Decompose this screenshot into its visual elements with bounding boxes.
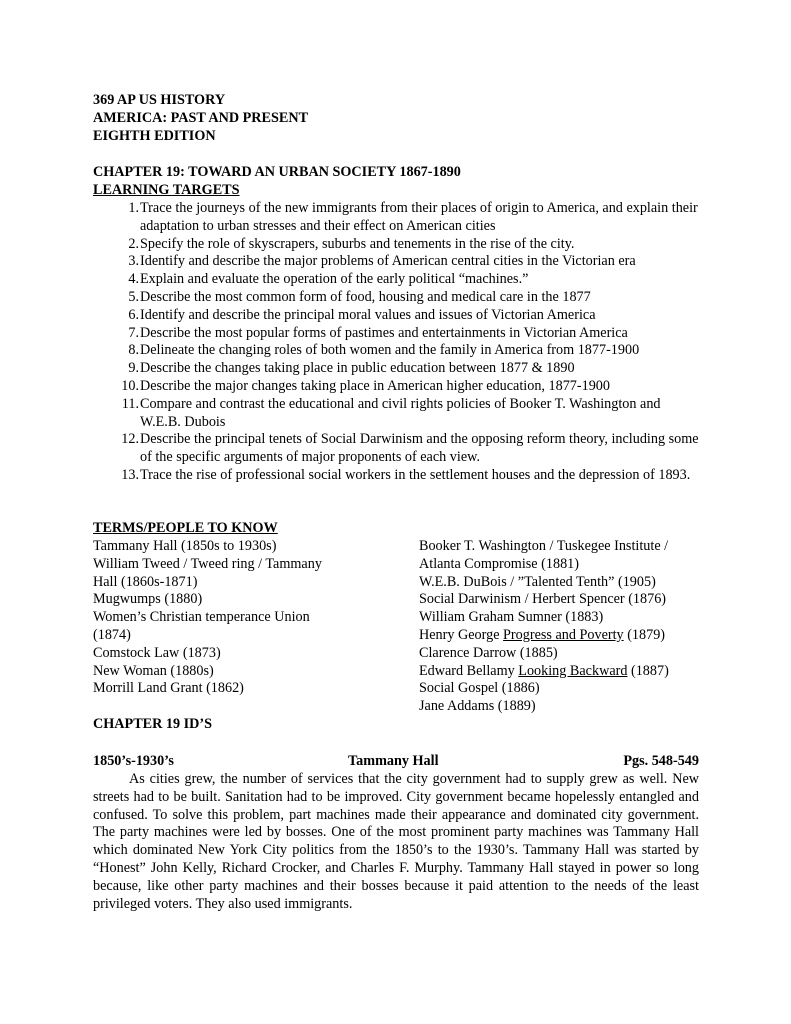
list-text: Trace the rise of professional social workers in the settlement houses and the depression of 1893. xyxy=(140,466,691,483)
list-number: 1. xyxy=(128,200,139,216)
course-title: 369 AP US HISTORY xyxy=(93,92,226,108)
list-item xyxy=(93,325,703,343)
term-darrow: Clarence Darrow (1885) xyxy=(419,644,558,661)
term-bellamy-name: Edward Bellamy xyxy=(419,662,519,679)
id-pages: Pgs. 548-549 xyxy=(623,753,699,769)
list-number: 6. xyxy=(128,306,139,323)
term-morrill: Morrill Land Grant (1862) xyxy=(93,680,244,697)
list-number: 9. xyxy=(128,360,139,377)
book-title: AMERICA: PAST AND PRESENT xyxy=(93,109,309,126)
term-comstock: Comstock Law (1873) xyxy=(93,644,221,661)
list-text: Specify the role of skyscrapers, suburbs and tenements in the rise of the city. xyxy=(140,235,575,252)
ids-heading: CHAPTER 19 ID’S xyxy=(93,716,213,732)
list-item xyxy=(93,431,703,467)
list-number: 13. xyxy=(121,466,139,483)
list-number: 12. xyxy=(121,431,139,448)
term-henry-george-name: Henry George xyxy=(419,626,504,643)
list-text: Describe the principal tenets of Social Darwinism and the opposing reform theory, including some of the specific arguments of major proponents of each view. xyxy=(140,431,699,466)
term-addams: Jane Addams (1889) xyxy=(419,698,536,715)
list-number: 5. xyxy=(128,288,139,305)
list-number: 11. xyxy=(121,395,139,412)
id-date: 1850’s-1930’s xyxy=(93,753,174,769)
term-henry-george xyxy=(419,627,719,645)
term-tammany: Tammany Hall (1850s to 1930s) xyxy=(93,538,277,554)
term-new-woman: New Woman (1880s) xyxy=(93,662,214,679)
id-title: Tammany Hall xyxy=(348,753,439,769)
term-social-darwinism: Social Darwinism / Herbert Spencer (1876) xyxy=(419,591,667,608)
terms-right-column xyxy=(419,538,719,716)
list-text: Identify and describe the major problems of American central cities in the Victorian era xyxy=(140,253,636,270)
term-wctu: Women’s Christian temperance Union xyxy=(93,609,310,626)
term-dubois: W.E.B. DuBois / ”Talented Tenth” (1905) xyxy=(419,573,656,590)
list-item xyxy=(93,200,703,236)
term-bellamy-year: (1887) xyxy=(627,662,669,679)
term-mugwumps: Mugwumps (1880) xyxy=(93,591,203,608)
list-item xyxy=(93,307,703,325)
term-washington: Booker T. Washington / Tuskegee Institute / xyxy=(419,538,669,554)
list-item xyxy=(93,378,703,396)
list-item xyxy=(93,289,703,307)
list-text: Describe the major changes taking place in American higher education, 1877-1900 xyxy=(140,377,610,394)
list-number: 7. xyxy=(128,324,139,341)
list-number: 4. xyxy=(128,271,139,288)
list-text: Describe the most common form of food, housing and medical care in the 1877 xyxy=(140,288,591,305)
learning-targets-heading: LEARNING TARGETS xyxy=(93,182,240,198)
book-looking-backward: Looking Backward xyxy=(518,662,628,679)
term-wctu-cont: (1874) xyxy=(93,626,131,643)
document-header xyxy=(93,92,308,145)
list-item xyxy=(93,467,703,485)
terms-left-column xyxy=(93,538,373,698)
book-progress-and-poverty: Progress and Poverty xyxy=(503,626,624,643)
list-text: Explain and evaluate the operation of the early political “machines.” xyxy=(140,271,529,288)
list-text: Describe the changes taking place in public education between 1877 & 1890 xyxy=(140,360,575,377)
list-item xyxy=(93,253,703,271)
term-bellamy xyxy=(419,663,719,681)
term-social-gospel: Social Gospel (1886) xyxy=(419,680,540,697)
list-text: Describe the most popular forms of pastimes and entertainments in Victorian America xyxy=(140,324,628,341)
learning-targets-list xyxy=(93,200,703,485)
list-number: 10. xyxy=(121,377,139,394)
term-tweed: William Tweed / Tweed ring / Tammany xyxy=(93,555,322,572)
list-number: 2. xyxy=(128,235,139,252)
chapter-title: CHAPTER 19: TOWARD AN URBAN SOCIETY 1867-1890 xyxy=(93,164,461,180)
list-number: 3. xyxy=(128,253,139,270)
term-sumner: William Graham Sumner (1883) xyxy=(419,609,604,626)
list-item xyxy=(93,236,703,254)
edition: EIGHTH EDITION xyxy=(93,127,216,144)
list-text: Identify and describe the principal moral values and issues of Victorian America xyxy=(140,306,596,323)
list-item xyxy=(93,342,703,360)
list-text: Compare and contrast the educational and civil rights policies of Booker T. Washington and W.E.B. Dubois xyxy=(140,395,661,430)
term-henry-george-year: (1879) xyxy=(623,626,666,643)
list-text: Trace the journeys of the new immigrants from their places of origin to America, and explain their adaptation to urban stresses and their effect on American cities xyxy=(140,200,698,234)
list-number: 8. xyxy=(128,342,139,359)
id-entry-header xyxy=(93,753,699,771)
list-text: Delineate the changing roles of both women and the family in America from 1877-1900 xyxy=(140,342,640,359)
id-paragraph: As cities grew, the number of services that the city government had to supply grew as well. New streets had to be built. Sanitation had to be improved. City government became hopelessly entangled and confused. To solve this problem, part machines made their appearance and dominated city government. The party machines were led by bosses. One of the most prominent party machines was Tammany Hall which dominated New York City politics from the 1850’s to the 1930’s. Tammany Hall was started by “Honest” John Kelly, Richard Crocker, and Charles F. Murphy. Tammany Hall stayed in power so long because, like other party machines and their bosses because it paid attention to the needs of the least privileged voters. They also used immigrants. xyxy=(93,771,699,912)
term-washington-cont: Atlanta Compromise (1881) xyxy=(419,555,579,572)
terms-heading: TERMS/PEOPLE TO KNOW xyxy=(93,520,278,536)
list-item xyxy=(93,396,703,432)
list-item xyxy=(93,271,703,289)
term-tweed-cont: Hall (1860s-1871) xyxy=(93,573,198,590)
list-item xyxy=(93,360,703,378)
